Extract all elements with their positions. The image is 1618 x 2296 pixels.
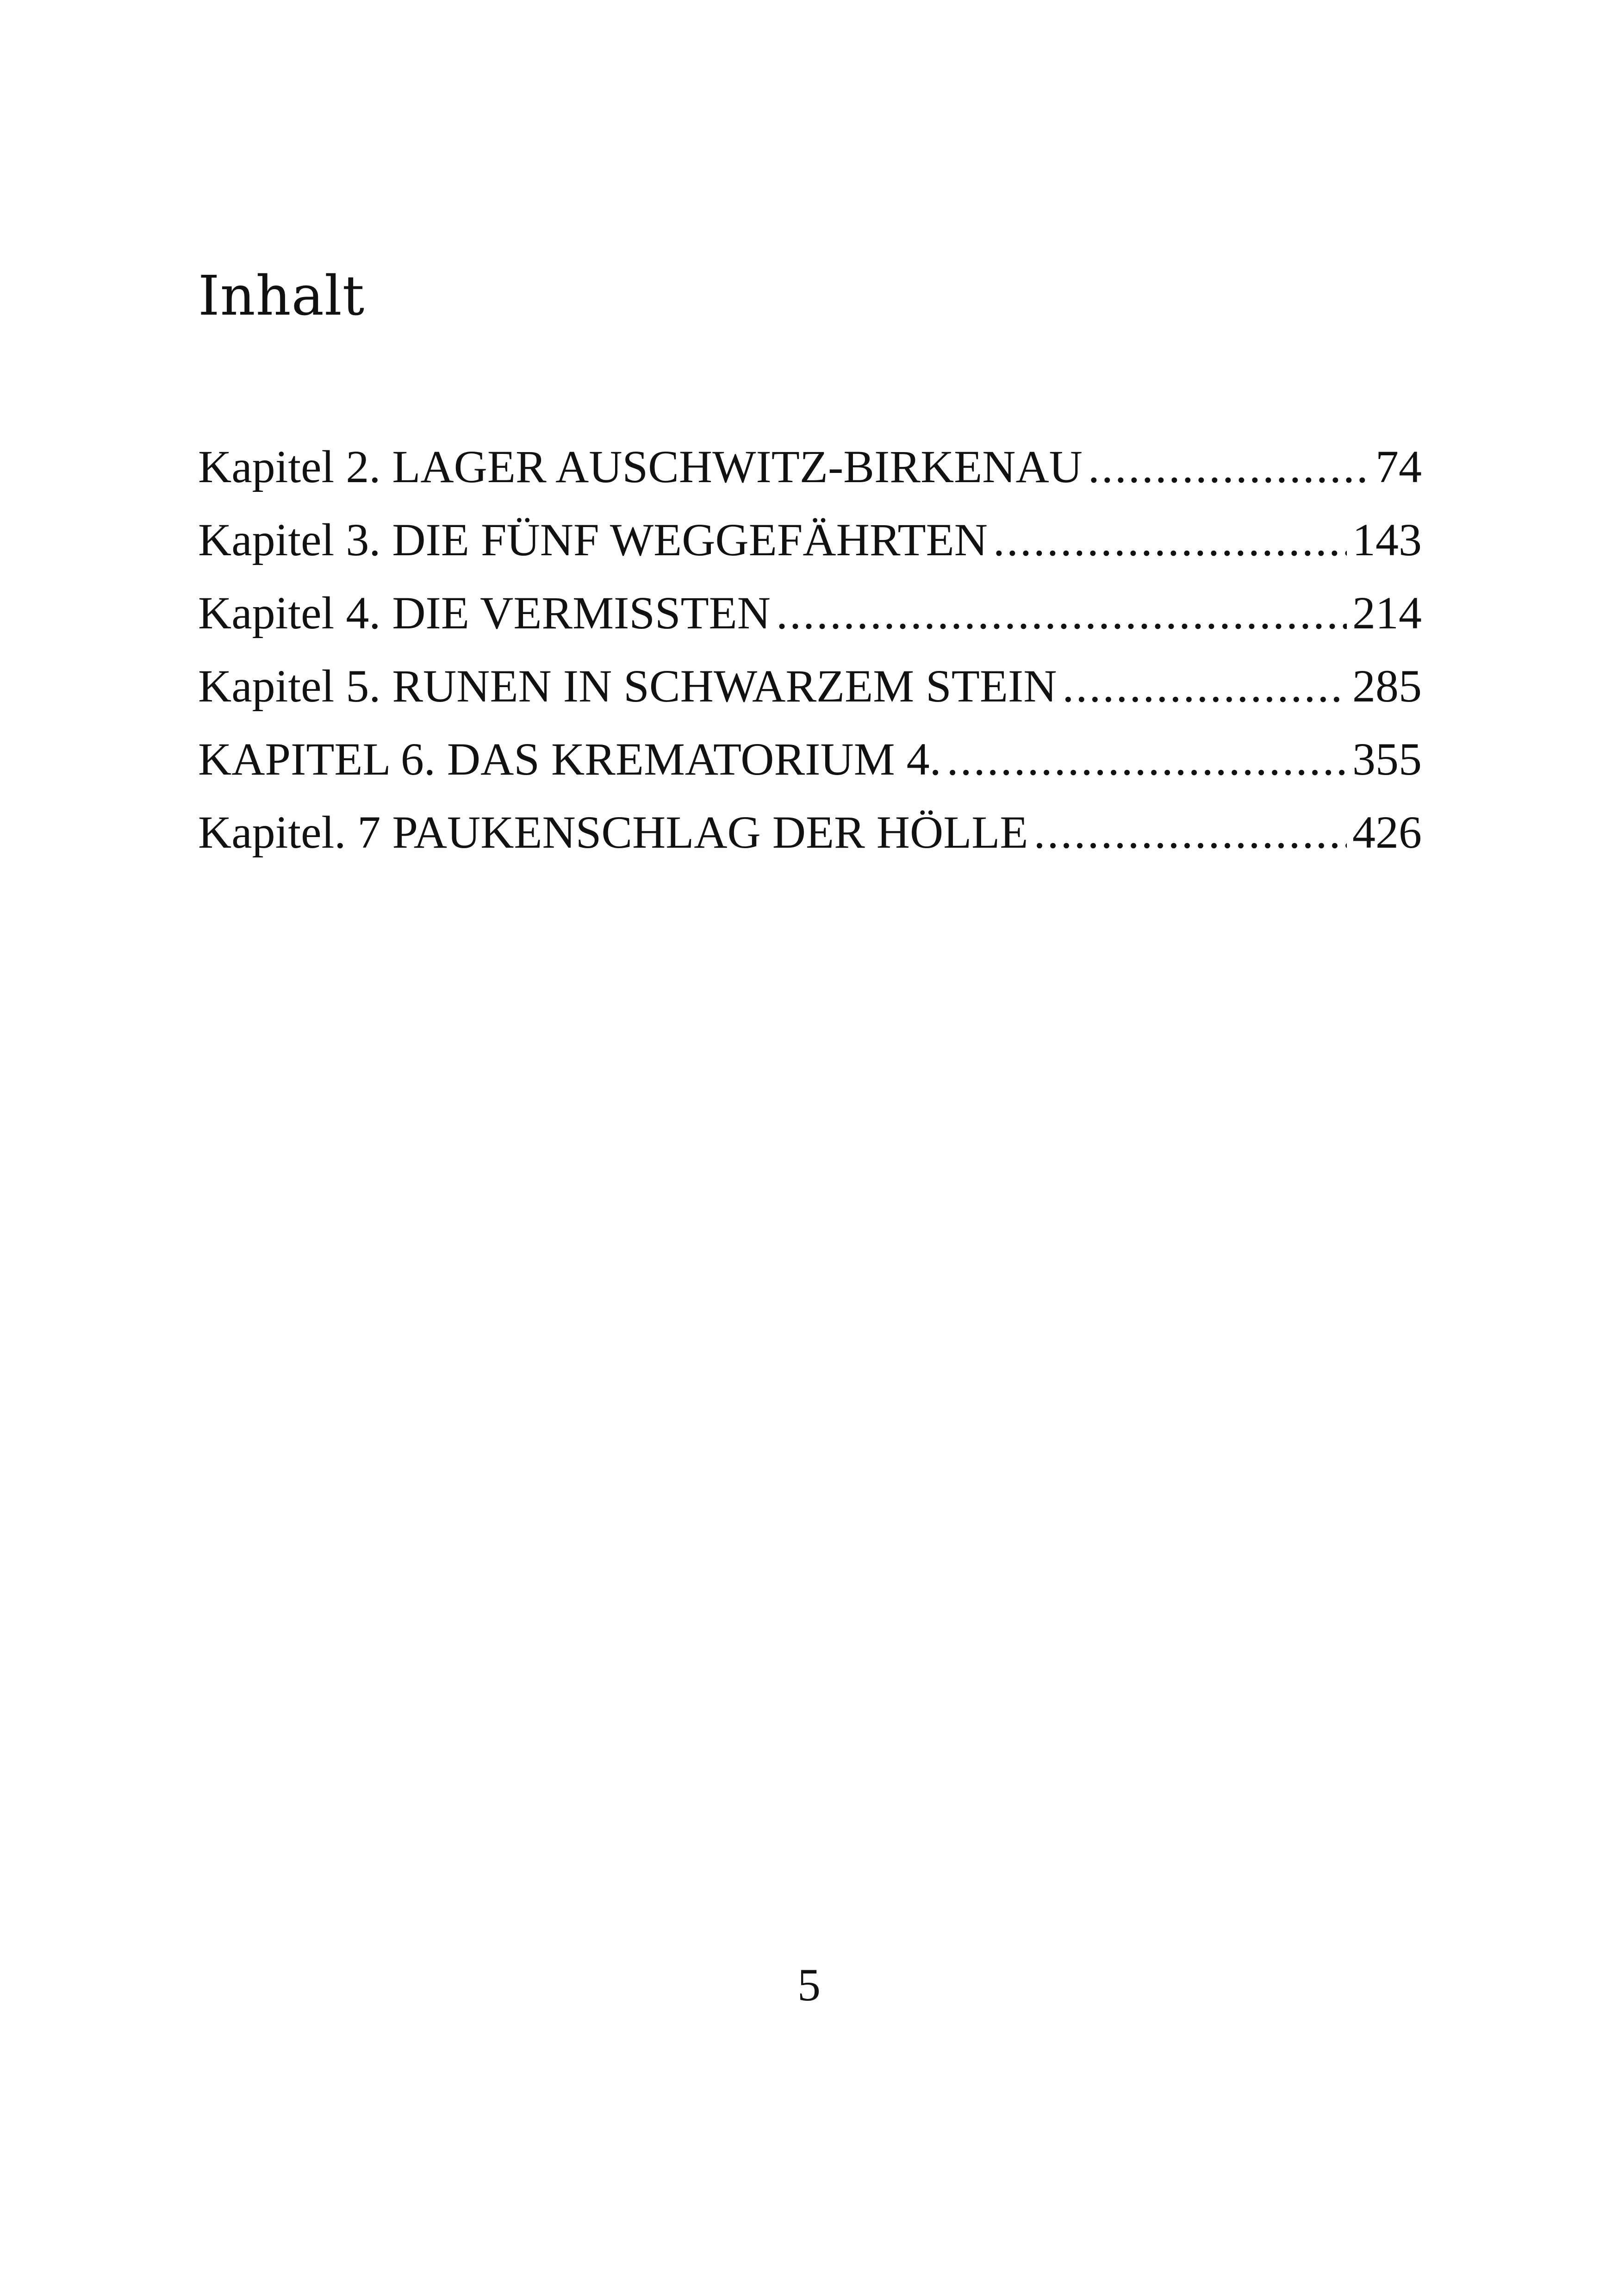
toc-entry[interactable] (198, 796, 1422, 869)
toc-entry[interactable] (198, 723, 1422, 796)
toc-entry-title: KAPITEL 6. DAS KREMATORIUM 4. (198, 733, 941, 785)
toc-entry[interactable] (198, 577, 1422, 650)
toc-entry-title: Kapitel 4. DIE VERMISSTEN (198, 587, 771, 639)
toc-entry-page: 285 (1352, 660, 1422, 712)
toc-dot-leader (1088, 430, 1370, 503)
toc-entry-title: Kapitel 3. DIE FÜNF WEGGEFÄHRTEN (198, 514, 988, 565)
toc-entry-page: 426 (1352, 807, 1422, 858)
toc-entry-title: Kapitel 2. LAGER AUSCHWITZ-BIRKENAU (198, 441, 1083, 492)
toc-dot-leader (1062, 650, 1347, 723)
table-of-contents (198, 430, 1422, 869)
toc-entry-page: 214 (1352, 587, 1422, 639)
toc-entry[interactable] (198, 650, 1422, 723)
toc-entry-page: 74 (1375, 441, 1422, 492)
toc-entry-title: Kapitel 5. RUNEN IN SCHWARZEM STEIN (198, 660, 1057, 712)
page-title: Inhalt (198, 264, 365, 328)
page-number: 5 (797, 1959, 821, 2011)
toc-entry-page: 143 (1352, 514, 1422, 565)
toc-dot-leader (1033, 796, 1347, 869)
toc-entry-title: Kapitel. 7 PAUKENSCHLAG DER HÖLLE (198, 807, 1028, 858)
toc-dot-leader (776, 577, 1347, 650)
toc-dot-leader (947, 723, 1347, 796)
toc-entry[interactable] (198, 503, 1422, 577)
toc-entry[interactable] (198, 430, 1422, 503)
toc-entry-page: 355 (1352, 733, 1422, 785)
toc-dot-leader (993, 503, 1347, 577)
